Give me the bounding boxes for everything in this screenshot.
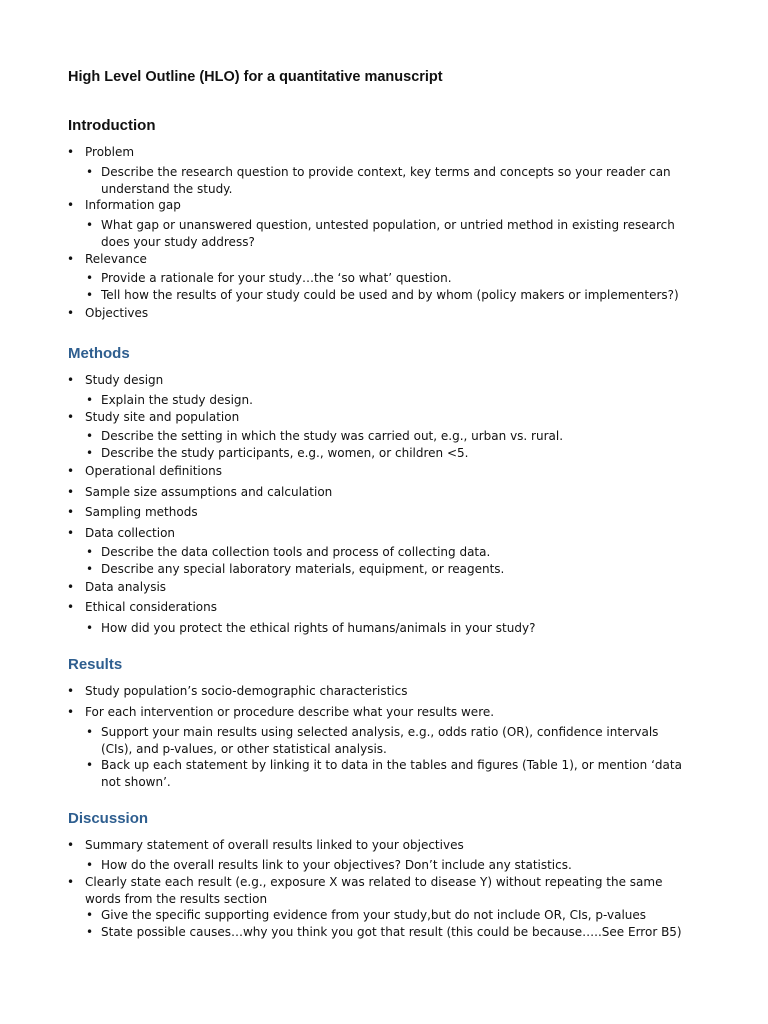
list-item: Objectives [85,306,149,320]
bullet-marker: • [67,373,75,387]
bullet-marker: • [86,858,94,872]
list-item: Information gap [85,198,181,212]
list-item: Relevance [85,252,147,266]
bullet-marker: • [86,545,94,559]
bullet-marker: • [67,410,75,424]
bullet-marker: • [67,526,75,540]
sub-list-item: Describe any special laboratory materials, equipment, or reagents. [101,562,505,576]
list-item: Study population’s socio-demographic characteristics [85,684,408,698]
bullet-marker: • [67,505,75,519]
list-item: Ethical considerations [85,600,217,614]
bullet-marker: • [86,165,94,179]
list-item: For each intervention or procedure describe what your results were. [85,705,495,719]
bullet-marker: • [67,580,75,594]
section-heading-discussion: Discussion [68,810,149,827]
sub-list-item: Describe the study participants, e.g., women, or children <5. [101,446,469,460]
list-item: Data collection [85,526,176,540]
bullet-marker: • [67,838,75,852]
list-item: Study design [85,373,164,387]
list-item: Clearly state each result (e.g., exposure X was related to disease Y) without repeating the same words from the results section [85,875,663,906]
bullet-marker: • [67,705,75,719]
section-heading-methods: Methods [68,345,130,362]
bullet-marker: • [67,198,75,212]
sub-list-item: How did you protect the ethical rights of humans/animals in your study? [101,621,536,635]
bullet-marker: • [86,446,94,460]
bullet-marker: • [67,464,75,478]
bullet-marker: • [86,218,94,232]
bullet-marker: • [67,485,75,499]
section-heading-introduction: Introduction [68,117,156,134]
bullet-marker: • [67,684,75,698]
list-item: Summary statement of overall results linked to your objectives [85,838,464,852]
bullet-marker: • [86,271,94,285]
sub-list-item: State possible causes…why you think you got that result (this could be because…..See Error B5) [101,925,682,939]
bullet-marker: • [67,306,75,320]
document-title: High Level Outline (HLO) for a quantitative manuscript [68,69,443,85]
sub-list-item: Describe the research question to provide context, key terms and concepts so your reader can understand the study. [101,165,671,196]
bullet-marker: • [67,875,75,889]
list-item: Sampling methods [85,505,198,519]
bullet-marker: • [86,288,94,302]
bullet-marker: • [67,600,75,614]
bullet-marker: • [86,908,94,922]
bullet-marker: • [86,562,94,576]
bullet-marker: • [86,925,94,939]
list-item: Problem [85,145,135,159]
sub-list-item: Support your main results using selected analysis, e.g., odds ratio (OR), confidence intervals (CIs), and p-values, or other statistical analysis. [101,725,659,756]
sub-list-item: Describe the data collection tools and process of collecting data. [101,545,491,559]
list-item: Study site and population [85,410,240,424]
bullet-marker: • [86,621,94,635]
sub-list-item: Tell how the results of your study could be used and by whom (policy makers or implementers?) [101,288,679,302]
sub-list-item: Give the specific supporting evidence from your study,but do not include OR, CIs, p-values [101,908,647,922]
bullet-marker: • [67,145,75,159]
bullet-marker: • [86,725,94,739]
list-item: Operational definitions [85,464,222,478]
bullet-marker: • [86,429,94,443]
list-item: Sample size assumptions and calculation [85,485,333,499]
bullet-marker: • [67,252,75,266]
sub-list-item: Explain the study design. [101,393,253,407]
sub-list-item: Back up each statement by linking it to data in the tables and figures (Table 1), or mention ‘data not shown’. [101,758,682,789]
sub-list-item: Provide a rationale for your study…the ‘so what’ question. [101,271,452,285]
list-item: Data analysis [85,580,167,594]
sub-list-item: What gap or unanswered question, untested population, or untried method in existing research does your study address? [101,218,675,249]
sub-list-item: How do the overall results link to your objectives? Don’t include any statistics. [101,858,572,872]
bullet-marker: • [86,393,94,407]
section-heading-results: Results [68,656,123,673]
bullet-marker: • [86,758,94,772]
sub-list-item: Describe the setting in which the study was carried out, e.g., urban vs. rural. [101,429,564,443]
